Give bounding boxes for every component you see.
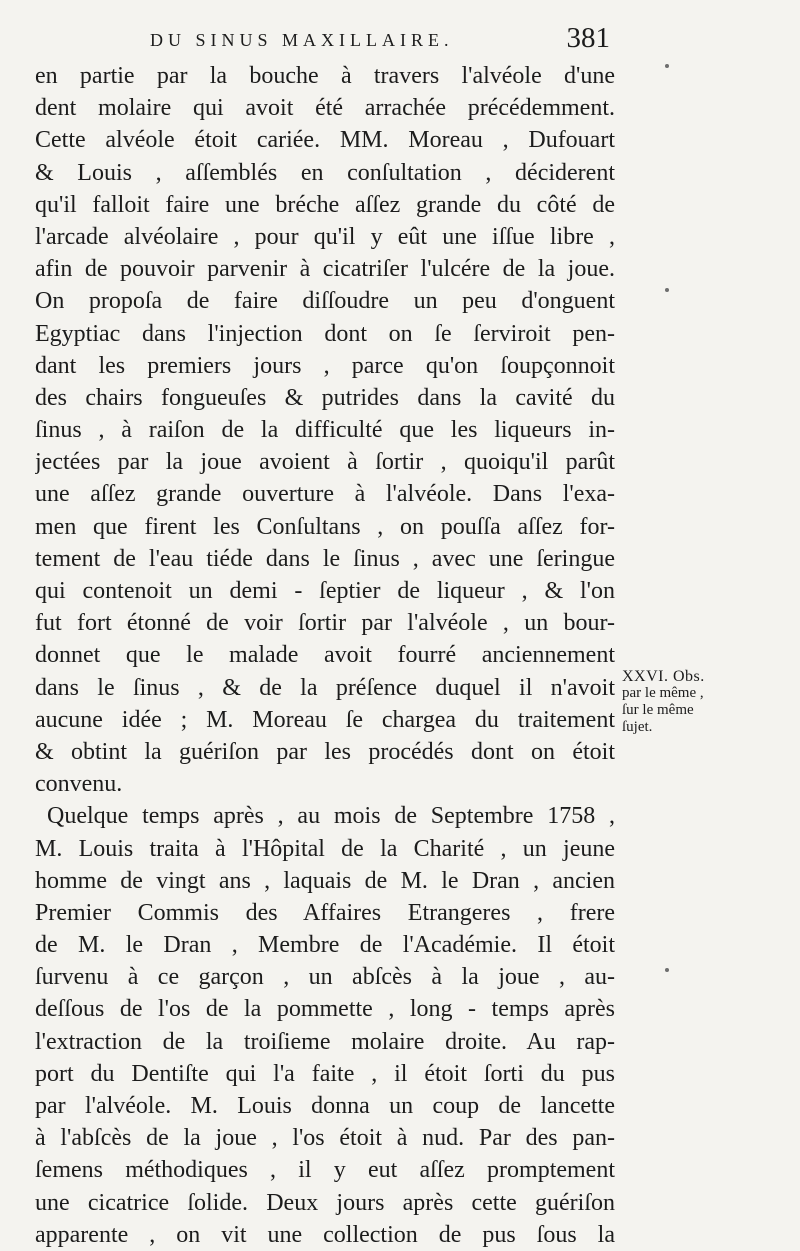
ink-speck <box>665 64 669 68</box>
text-line: qui contenoit un demi - ſeptier de liqueur , & l'on <box>35 578 615 604</box>
text-line: & Louis , aſſemblés en conſultation , déciderent <box>35 159 615 186</box>
text-line: une cicatrice ſolide. Deux jours après cette guériſon <box>35 1189 615 1216</box>
margin-note <box>622 668 782 736</box>
text-line: tement de l'eau tiéde dans le ſinus , avec une ſeringue <box>35 545 615 572</box>
text-line: Cette alvéole étoit cariée. MM. Moreau , Dufouart <box>35 127 615 154</box>
ink-speck <box>665 288 669 292</box>
text-line: à l'abſcès de la joue , l'os étoit à nud. Par des pan- <box>35 1125 615 1152</box>
text-line: M. Louis traita à l'Hôpital de la Charité , un jeune <box>35 835 615 862</box>
text-line: jectées par la joue avoient à ſortir , quoiqu'il parût <box>35 449 615 476</box>
text-line: dant les premiers jours , parce qu'on ſoupçonnoit <box>35 352 615 379</box>
text-line: men que firent les Conſultans , on pouſſa aſſez for- <box>35 513 615 540</box>
text-line: fut fort étonné de voir ſortir par l'alvéole , un bour- <box>35 610 615 637</box>
text-line: port du Dentiſte qui l'a faite , il étoit ſorti du pus <box>35 1060 615 1087</box>
page-header <box>150 20 610 60</box>
running-title: DU SINUS MAXILLAIRE. <box>150 30 454 50</box>
text-line: apparente , on vit une collection de pus ſous la <box>35 1221 615 1248</box>
text-line: des chairs fongueuſes & putrides dans la cavité du <box>35 384 615 411</box>
text-line: Egyptiac dans l'injection dont on ſe ſerviroit pen- <box>35 320 615 347</box>
text-line: homme de vingt ans , laquais de M. le Dran , ancien <box>35 867 615 894</box>
text-line: en partie par la bouche à travers l'alvéole d'une <box>35 63 615 89</box>
text-line: ſinus , à raiſon de la difficulté que les liqueurs in- <box>35 417 615 444</box>
margin-note-line: ſujet. <box>622 719 653 735</box>
ink-speck <box>665 968 669 972</box>
observation-number: XXVI. Obs. <box>622 668 705 685</box>
text-line: dans le ſinus , & de la préſence duquel il n'avoit <box>35 674 615 701</box>
margin-note-line: ſur le même <box>622 702 694 718</box>
body-text <box>35 60 615 1251</box>
text-line: dent molaire qui avoit été arrachée précédemment. <box>35 95 615 122</box>
margin-note-line: par le même , <box>622 685 704 701</box>
text-line: On propoſa de faire diſſoudre un peu d'onguent <box>35 288 615 315</box>
paragraph-end-line: convenu. <box>35 771 123 798</box>
text-line: qu'il falloit faire une bréche aſſez grande du côté de <box>35 191 615 218</box>
paragraph-start-line: Quelque temps après , au mois de Septembre 1758 , <box>47 803 615 830</box>
text-line: aucune idée ; M. Moreau ſe chargea du traitement <box>35 706 615 733</box>
text-line: afin de pouvoir parvenir à cicatriſer l'ulcére de la joue. <box>35 256 615 283</box>
page-number: 381 <box>566 22 610 54</box>
text-line: une aſſez grande ouverture à l'alvéole. Dans l'exa- <box>35 481 615 508</box>
text-line: l'arcade alvéolaire , pour qu'il y eût une iſſue libre , <box>35 223 615 250</box>
text-line: donnet que le malade avoit fourré anciennement <box>35 642 615 669</box>
text-line: de M. le Dran , Membre de l'Académie. Il étoit <box>35 932 615 959</box>
text-line: ſemens méthodiques , il y eut aſſez promptement <box>35 1157 615 1184</box>
text-line: Premier Commis des Affaires Etrangeres , frere <box>35 899 615 926</box>
text-line: deſſous de l'os de la pommette , long - temps après <box>35 996 615 1023</box>
text-line: l'extraction de la troiſieme molaire droite. Au rap- <box>35 1028 615 1055</box>
text-line: & obtint la guériſon par les procédés dont on étoit <box>35 738 615 765</box>
text-line: par l'alvéole. M. Louis donna un coup de lancette <box>35 1093 615 1119</box>
text-line: ſurvenu à ce garçon , un abſcès à la joue , au- <box>35 964 615 991</box>
